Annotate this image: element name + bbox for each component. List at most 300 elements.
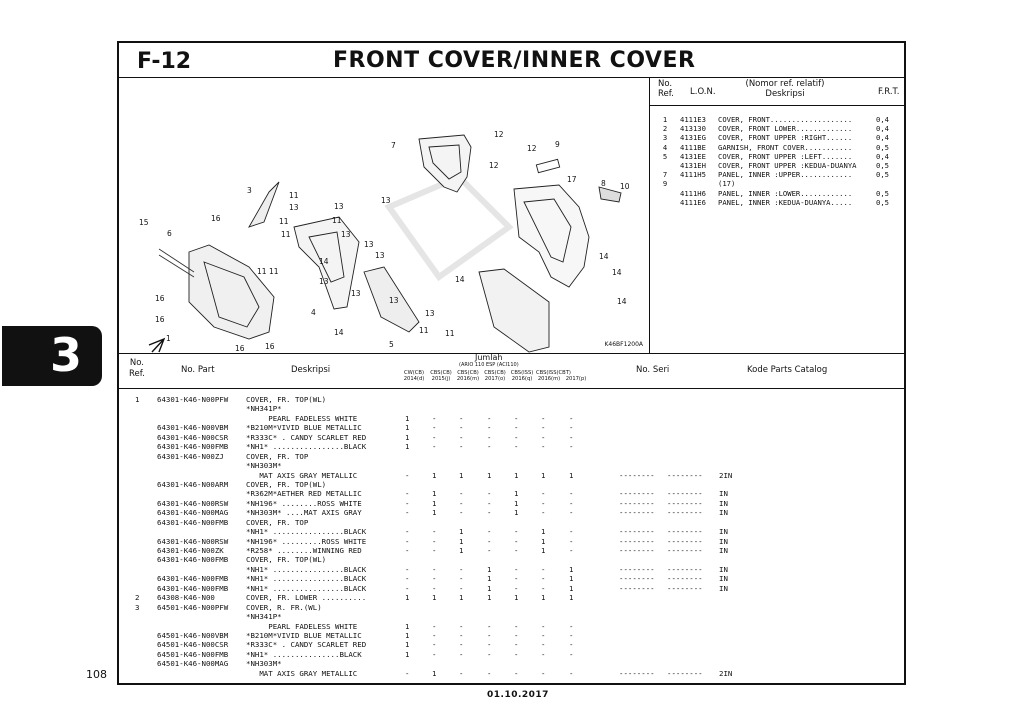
callout-16d: 16 — [235, 344, 245, 353]
row-qty: 1 — [487, 583, 492, 593]
row-qty: - — [541, 574, 546, 584]
diagram-code: K46BF1200A — [604, 341, 643, 348]
row-part-number: 64301-K46-N00FMB — [157, 555, 229, 565]
row-qty: - — [405, 470, 410, 480]
row-qty: 1 — [405, 413, 410, 423]
row-part-number: 64301-K46-N00FMB — [157, 574, 229, 584]
table-header — [119, 353, 904, 389]
callout-11g: 11 — [445, 329, 455, 338]
row-qty: - — [432, 630, 437, 640]
row-qty: - — [432, 536, 437, 546]
legend-lon: 4131EE — [680, 151, 706, 161]
legend-desc: (17) — [718, 179, 736, 189]
row-part-number: 64501-K46-N00FMB — [157, 649, 229, 659]
legend-row — [650, 133, 896, 142]
callout-11e: 11 — [257, 267, 267, 276]
callout-16c: 16 — [155, 315, 165, 324]
callout-6: 6 — [167, 229, 172, 238]
legend-row — [650, 152, 896, 161]
row-qty: - — [487, 546, 492, 555]
legend-ref — [650, 161, 680, 170]
legend-ref — [650, 189, 680, 198]
row-serial-from: -------- — [619, 489, 655, 499]
row-part-number: 64301-K46-N00RSW — [157, 536, 229, 546]
row-qty: - — [569, 649, 574, 659]
row-qty: - — [541, 640, 546, 650]
row-qty: - — [459, 668, 464, 678]
row-qty: - — [514, 640, 519, 650]
row-serial-from: -------- — [619, 564, 655, 574]
row-description: *NH196* .........ROSS WHITE — [246, 536, 367, 546]
row-serial-to: -------- — [667, 527, 703, 537]
row-description: *R333C* . CANDY SCARLET RED — [246, 432, 367, 442]
callout-14d: 14 — [612, 268, 622, 277]
row-qty: 1 — [569, 470, 574, 480]
row-serial-to: -------- — [667, 470, 703, 480]
legend-frt: 0,5 — [876, 142, 889, 152]
row-description: *NH1* ................BLACK — [246, 442, 367, 452]
legend-frt: 0,5 — [876, 188, 889, 198]
callout-12c: 12 — [489, 161, 499, 170]
row-qty: - — [487, 621, 492, 631]
row-description: *R258* ........WINNING RED — [246, 546, 362, 555]
row-qty: - — [569, 668, 574, 678]
row-catalog-code: IN — [719, 574, 728, 584]
row-description: *R362M*AETHER RED METALLIC — [246, 489, 362, 499]
row-qty: - — [487, 442, 492, 452]
legend-frt: 0,4 — [876, 124, 889, 134]
row-ref: 2 — [135, 593, 140, 603]
row-qty: - — [459, 413, 464, 423]
row-qty: 1 — [432, 593, 437, 603]
row-qty: - — [432, 574, 437, 584]
legend-lon: 4111E3 — [680, 115, 706, 124]
row-qty: - — [569, 508, 574, 518]
row-qty: 1 — [459, 536, 464, 546]
legend-desc: COVER, FRONT................... — [718, 115, 853, 124]
row-qty: - — [514, 649, 519, 659]
table-col-jumlah-sub: (ARIO 110 ESP (ACI110) — [459, 362, 519, 368]
callout-11f: 11 — [269, 267, 279, 276]
callout-14e: 14 — [617, 297, 627, 306]
callout-11c: 11 — [281, 230, 291, 239]
row-qty: - — [487, 508, 492, 518]
row-serial-to: -------- — [667, 508, 703, 518]
row-qty: - — [487, 489, 492, 499]
row-qty: - — [459, 423, 464, 433]
row-qty: 1 — [432, 508, 437, 518]
row-qty: - — [432, 546, 437, 555]
callout-12b: 12 — [527, 144, 537, 153]
row-qty: 1 — [405, 630, 410, 640]
row-qty: - — [405, 583, 410, 593]
row-description: *NH303M* — [246, 461, 282, 471]
row-part-number: 64301-K46-N00FMB — [157, 583, 229, 593]
row-qty: 1 — [459, 546, 464, 555]
legend-row — [650, 189, 896, 198]
qty-header: CBS(CB) 2015(j) — [430, 370, 452, 383]
row-qty: - — [487, 668, 492, 678]
row-qty: - — [569, 432, 574, 442]
row-qty: 1 — [405, 640, 410, 650]
table-col-jumlah: Jumlah — [475, 353, 503, 362]
row-qty: - — [432, 423, 437, 433]
row-catalog-code: 2IN — [719, 470, 733, 480]
row-serial-to: -------- — [667, 574, 703, 584]
row-qty: - — [569, 630, 574, 640]
callout-13j: 13 — [425, 309, 435, 318]
row-description: COVER, FR. LOWER .......... — [246, 593, 367, 603]
row-qty: 1 — [514, 489, 519, 499]
callout-1: 1 — [166, 334, 171, 343]
legend-col-noref: No. Ref. — [658, 79, 674, 99]
page-header — [119, 43, 904, 78]
row-qty: - — [405, 498, 410, 508]
row-description: *NH341P* — [246, 612, 282, 622]
table-col-noref: No. Ref. — [129, 358, 145, 379]
legend-frt: 0,4 — [876, 151, 889, 161]
row-qty: 1 — [514, 508, 519, 518]
row-part-number: 64301-K46-N00FMB — [157, 517, 229, 527]
row-qty: - — [459, 564, 464, 574]
row-qty: - — [487, 527, 492, 537]
row-ref: 3 — [135, 602, 140, 612]
callout-13b: 13 — [289, 203, 299, 212]
row-description: COVER, FR. TOP(WL) — [246, 479, 327, 489]
row-qty: - — [569, 498, 574, 508]
row-qty: - — [487, 423, 492, 433]
row-qty: - — [514, 546, 519, 555]
row-part-number: 64501-K46-N00PFW — [157, 602, 229, 612]
parts-legend — [650, 77, 904, 353]
row-qty: 1 — [514, 498, 519, 508]
row-qty: 1 — [569, 583, 574, 593]
row-qty: - — [459, 649, 464, 659]
row-qty: 1 — [432, 470, 437, 480]
callout-7: 7 — [391, 141, 396, 150]
row-part-number: 64301-K46-N00ZJ — [157, 451, 224, 461]
row-part-number: 64301-K46-N00PFW — [157, 395, 229, 404]
row-qty: - — [405, 574, 410, 584]
legend-desc: PANEL, INNER :UPPER............ — [718, 170, 853, 180]
callout-14c: 14 — [599, 252, 609, 261]
legend-lon: 4131EH — [680, 161, 706, 171]
legend-lon: 4111H5 — [680, 170, 706, 180]
row-description: PEARL FADELESS WHITE — [246, 413, 358, 423]
callout-13c: 13 — [334, 202, 344, 211]
row-qty: - — [514, 574, 519, 584]
row-part-number: 64501-K46-N00VBM — [157, 630, 229, 640]
legend-desc: COVER, FRONT LOWER............. — [718, 124, 853, 134]
row-part-number: 64501-K46-N00CSR — [157, 640, 229, 650]
row-qty: - — [541, 649, 546, 659]
row-serial-from: -------- — [619, 470, 655, 480]
row-qty: - — [432, 413, 437, 423]
row-qty: - — [405, 536, 410, 546]
row-catalog-code: IN — [719, 498, 728, 508]
row-qty: - — [487, 630, 492, 640]
legend-ref: 9 — [662, 179, 668, 189]
qty-header: CBS(CB) 2017(o) — [484, 370, 506, 383]
legend-ref: 1 — [662, 115, 668, 124]
row-description: *R333C* . CANDY SCARLET RED — [246, 640, 367, 650]
row-qty: - — [514, 413, 519, 423]
row-qty: 1 — [459, 593, 464, 603]
row-catalog-code: IN — [719, 583, 728, 593]
row-description: MAT AXIS GRAY METALLIC — [246, 470, 358, 480]
row-description: PEARL FADELESS WHITE — [246, 621, 358, 631]
row-qty: - — [541, 442, 546, 452]
legend-frt — [876, 179, 896, 188]
legend-row — [650, 124, 896, 133]
row-description: *NH341P* — [246, 404, 282, 414]
row-qty: 1 — [541, 536, 546, 546]
row-qty: - — [459, 630, 464, 640]
table-col-part: No. Part — [181, 365, 215, 375]
row-qty: - — [432, 583, 437, 593]
row-description: *NH303M* ....MAT AXIS GRAY — [246, 508, 362, 518]
row-description: *NH1* ................BLACK — [246, 583, 367, 593]
row-qty: - — [487, 498, 492, 508]
row-qty: 1 — [405, 649, 410, 659]
row-description: COVER, FR. TOP — [246, 451, 309, 461]
callout-4: 4 — [311, 308, 316, 317]
row-serial-from: -------- — [619, 668, 655, 678]
row-qty: - — [514, 583, 519, 593]
legend-row — [650, 161, 896, 170]
row-qty: - — [487, 413, 492, 423]
legend-frt: 0,5 — [876, 161, 889, 171]
row-serial-to: -------- — [667, 546, 703, 555]
row-part-number: 64301-K46-N00RSW — [157, 498, 229, 508]
row-qty: 1 — [487, 564, 492, 574]
row-description: *NH196* ........ROSS WHITE — [246, 498, 362, 508]
row-part-number: 64301-K46-N00ARM — [157, 479, 229, 489]
row-qty: 1 — [541, 470, 546, 480]
legend-row — [650, 179, 896, 188]
callout-13a: 13 — [381, 196, 391, 205]
legend-frt: 0,5 — [876, 197, 889, 207]
callout-8: 8 — [601, 179, 606, 188]
legend-row — [650, 143, 896, 152]
row-catalog-code: IN — [719, 546, 728, 555]
row-qty: 1 — [432, 489, 437, 499]
row-qty: - — [541, 413, 546, 423]
row-qty: - — [487, 536, 492, 546]
page-title: FRONT COVER/INNER COVER — [333, 48, 696, 73]
row-qty: - — [514, 564, 519, 574]
legend-ref: 4 — [662, 142, 668, 152]
row-catalog-code: IN — [719, 527, 728, 537]
row-serial-from: -------- — [619, 583, 655, 593]
row-description: *NH1* ................BLACK — [246, 574, 367, 584]
legend-frt: 0,4 — [876, 115, 889, 124]
legend-header — [650, 77, 904, 106]
row-qty: - — [459, 442, 464, 452]
row-qty: - — [432, 432, 437, 442]
row-qty: 1 — [569, 564, 574, 574]
legend-lon: 413130 — [680, 124, 706, 134]
legend-col-frt: F.R.T. — [878, 87, 900, 97]
table-col-desc: Deskripsi — [291, 365, 331, 375]
callout-10: 10 — [620, 182, 630, 191]
legend-ref: 7 — [662, 170, 668, 180]
callout-16a: 16 — [211, 214, 221, 223]
callout-17: 17 — [567, 175, 577, 184]
row-qty: 1 — [569, 574, 574, 584]
row-description: *NH1* ................BLACK — [246, 564, 367, 574]
row-qty: - — [405, 546, 410, 555]
exploded-diagram-svg — [119, 77, 649, 353]
print-date: 01.10.2017 — [487, 690, 549, 700]
legend-col-desk: (Nomor ref. relatif) Deskripsi — [745, 79, 825, 99]
callout-13g: 13 — [319, 277, 329, 286]
row-serial-to: -------- — [667, 583, 703, 593]
row-serial-from: -------- — [619, 527, 655, 537]
row-catalog-code: IN — [719, 508, 728, 518]
row-qty: - — [514, 536, 519, 546]
legend-desc: PANEL, INNER :KEDUA-DUANYA..... — [718, 197, 853, 207]
section-number: 3 — [50, 328, 83, 382]
qty-header: 2017(p) — [565, 376, 587, 383]
row-description: *NH1* ................BLACK — [246, 527, 367, 537]
row-qty: - — [541, 668, 546, 678]
row-part-number: 64301-K46-N00VBM — [157, 423, 229, 433]
callout-3: 3 — [247, 186, 252, 195]
row-description: COVER, FR. TOP(WL) — [246, 555, 327, 565]
row-qty: - — [487, 649, 492, 659]
row-qty: - — [541, 621, 546, 631]
row-qty: - — [569, 536, 574, 546]
callout-11b: 11 — [279, 217, 289, 226]
legend-lon: 4111E6 — [680, 197, 706, 207]
row-qty: - — [514, 442, 519, 452]
row-description: *B210M*VIVID BLUE METALLIC — [246, 423, 362, 433]
row-qty: 1 — [541, 546, 546, 555]
row-qty: - — [459, 432, 464, 442]
legend-lon: 4111BE — [680, 142, 706, 152]
row-qty: 1 — [459, 527, 464, 537]
row-qty: - — [487, 432, 492, 442]
row-qty: 1 — [405, 621, 410, 631]
row-description: MAT AXIS GRAY METALLIC — [246, 668, 358, 678]
row-qty: - — [459, 508, 464, 518]
row-qty: - — [569, 489, 574, 499]
callout-14f: 14 — [334, 328, 344, 337]
legend-rows — [650, 115, 896, 207]
row-qty: 1 — [514, 593, 519, 603]
row-serial-from: -------- — [619, 498, 655, 508]
row-description: *B210M*VIVID BLUE METALLIC — [246, 630, 362, 640]
callout-13f: 13 — [375, 251, 385, 260]
row-qty: 1 — [459, 470, 464, 480]
row-qty: 1 — [405, 432, 410, 442]
legend-ref: 5 — [662, 151, 668, 161]
row-qty: - — [459, 489, 464, 499]
legend-desc: COVER, FRONT UPPER :LEFT....... — [718, 151, 853, 161]
row-ref: 1 — [135, 395, 140, 404]
row-part-number: 64301-K46-N00FMB — [157, 442, 229, 452]
callout-11d: 11 — [332, 216, 342, 225]
row-description: *NH303M* — [246, 659, 282, 669]
row-serial-to: -------- — [667, 536, 703, 546]
row-serial-from: -------- — [619, 508, 655, 518]
row-qty: - — [514, 423, 519, 433]
row-part-number: 64301-K46-N00ZK — [157, 546, 224, 555]
row-catalog-code: IN — [719, 564, 728, 574]
callout-13d: 13 — [341, 230, 351, 239]
legend-desc: COVER, FRONT UPPER :RIGHT...... — [718, 133, 853, 143]
row-qty: - — [569, 621, 574, 631]
row-qty: - — [541, 498, 546, 508]
legend-desc: COVER, FRONT UPPER :KEDUA-DUANYA — [718, 161, 857, 171]
row-qty: 1 — [569, 593, 574, 603]
row-qty: - — [569, 423, 574, 433]
legend-lon: 4131EG — [680, 133, 706, 143]
row-qty: - — [541, 489, 546, 499]
callout-16e: 16 — [265, 342, 275, 351]
callout-11a: 11 — [289, 191, 299, 200]
row-qty: - — [569, 546, 574, 555]
row-qty: - — [569, 442, 574, 452]
legend-desc: GARNISH, FRONT COVER........... — [718, 142, 853, 152]
legend-frt: 0,5 — [876, 170, 889, 180]
legend-ref: 3 — [662, 133, 668, 143]
row-qty: - — [541, 508, 546, 518]
row-qty: 1 — [432, 668, 437, 678]
section-code: F-12 — [137, 49, 192, 74]
row-qty: - — [432, 640, 437, 650]
legend-row — [650, 115, 896, 124]
row-qty: 1 — [487, 574, 492, 584]
row-part-number: 64301-K46-N00MAG — [157, 508, 229, 518]
row-qty: - — [459, 583, 464, 593]
row-qty: 1 — [405, 423, 410, 433]
row-part-number: 64501-K46-N00MAG — [157, 659, 229, 669]
legend-ref: 2 — [662, 124, 668, 134]
row-description: *NH1* ...............BLACK — [246, 649, 362, 659]
row-qty: - — [459, 640, 464, 650]
catalog-frame — [117, 41, 906, 685]
page-number: 108 — [86, 668, 107, 681]
row-qty: - — [459, 621, 464, 631]
legend-col-lon: L.O.N. — [690, 87, 716, 97]
row-qty: - — [459, 498, 464, 508]
row-serial-from: -------- — [619, 546, 655, 555]
legend-row — [650, 198, 896, 207]
row-description: COVER, FR. TOP(WL) — [246, 395, 327, 404]
row-qty: - — [405, 508, 410, 518]
legend-desc: PANEL, INNER :LOWER............ — [718, 188, 853, 198]
qty-header: CBS(ISS) 2016(q) — [510, 370, 534, 383]
row-qty: - — [541, 432, 546, 442]
table-col-kode: Kode Parts Catalog — [747, 365, 828, 375]
legend-row — [650, 170, 896, 179]
row-qty: 1 — [541, 593, 546, 603]
row-qty: - — [569, 413, 574, 423]
legend-ref — [650, 198, 680, 207]
row-qty: 1 — [487, 470, 492, 480]
section-tab — [2, 326, 102, 386]
row-qty: - — [514, 432, 519, 442]
callout-16b: 16 — [155, 294, 165, 303]
row-serial-to: -------- — [667, 489, 703, 499]
row-serial-from: -------- — [619, 574, 655, 584]
row-qty: 1 — [432, 498, 437, 508]
callout-9: 9 — [555, 140, 560, 149]
callout-11h: 11 — [419, 326, 429, 335]
row-catalog-code: 2IN — [719, 668, 733, 678]
